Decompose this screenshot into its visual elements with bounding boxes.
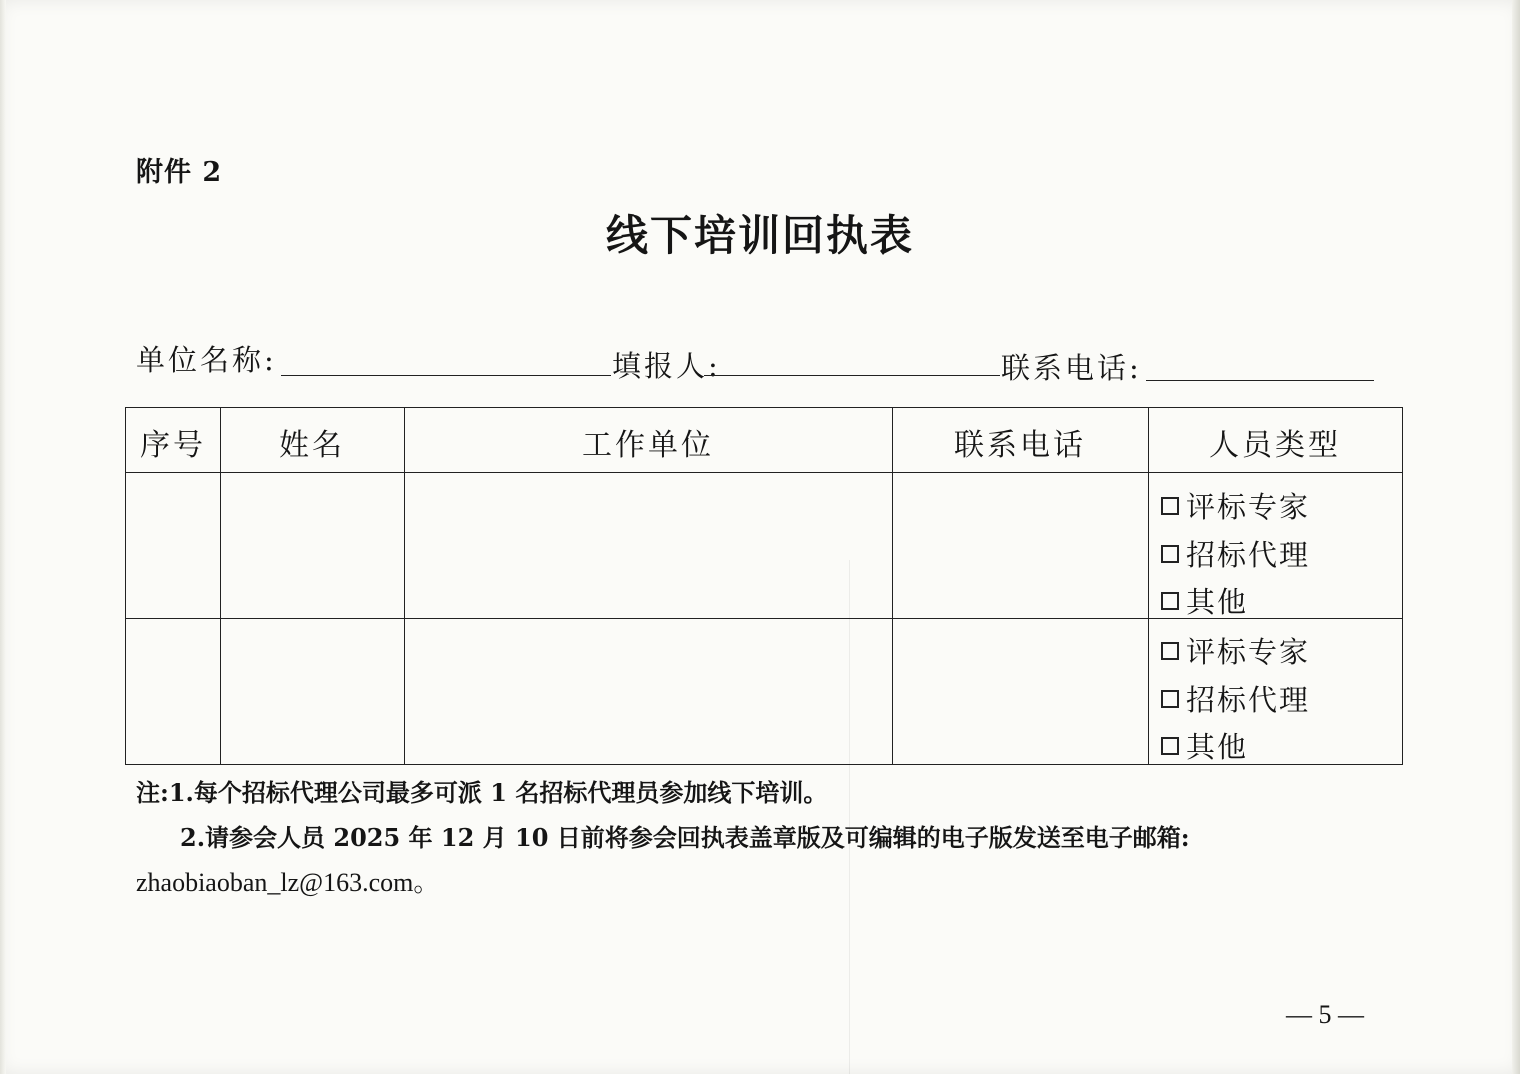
header-phone: 联系电话: [954, 428, 1086, 463]
option-evaluation-expert[interactable]: [1161, 485, 1310, 526]
option-label: 其他: [1186, 730, 1249, 764]
option-label: 其他: [1186, 585, 1249, 619]
option-other[interactable]: [1161, 580, 1248, 621]
page-title: 线下培训回执表: [605, 211, 914, 260]
checkbox-icon[interactable]: [1161, 545, 1179, 563]
page-number: — 5 —: [1286, 1000, 1364, 1029]
header-index: 序号: [140, 428, 206, 463]
checkbox-icon[interactable]: [1161, 497, 1179, 515]
note-line-1: 注:1.每个招标代理公司最多可派 1 名招标代理员参加线下培训。: [136, 778, 828, 807]
phone-field[interactable]: [1146, 380, 1374, 381]
header-work-unit: 工作单位: [582, 428, 714, 463]
reporter-label: 填报人:: [612, 349, 721, 383]
checkbox-icon[interactable]: [1161, 592, 1179, 610]
option-bidding-agent[interactable]: [1161, 678, 1310, 719]
option-label: 招标代理: [1186, 683, 1311, 717]
note-line-2: 2.请参会人员 2025 年 12 月 10 日前将参会回执表盖章版及可编辑的电子版发送至电子邮箱:: [180, 823, 1190, 852]
header-name: 姓名: [279, 428, 345, 463]
row-divider: [126, 472, 1402, 473]
scan-edge-left: [0, 0, 6, 1074]
header-person-type: 人员类型: [1209, 428, 1341, 463]
option-label: 评标专家: [1186, 635, 1311, 669]
option-label: 评标专家: [1186, 490, 1311, 524]
option-label: 招标代理: [1186, 538, 1311, 572]
reply-table: [125, 407, 1403, 765]
contact-email: zhaobiaoban_lz@163.com。: [136, 868, 440, 897]
option-bidding-agent[interactable]: [1161, 533, 1310, 574]
checkbox-icon[interactable]: [1161, 690, 1179, 708]
scan-edge-right: [1512, 0, 1520, 1074]
reporter-field[interactable]: [704, 375, 1000, 376]
unit-name-field[interactable]: [281, 375, 611, 376]
option-evaluation-expert[interactable]: [1161, 630, 1310, 671]
checkbox-icon[interactable]: [1161, 642, 1179, 660]
option-other[interactable]: [1161, 725, 1248, 766]
checkbox-icon[interactable]: [1161, 737, 1179, 755]
form-header-fields: [136, 338, 1386, 388]
attachment-label: 附件 2: [136, 157, 223, 188]
phone-label: 联系电话:: [1001, 351, 1142, 385]
unit-name-label: 单位名称:: [136, 343, 277, 377]
